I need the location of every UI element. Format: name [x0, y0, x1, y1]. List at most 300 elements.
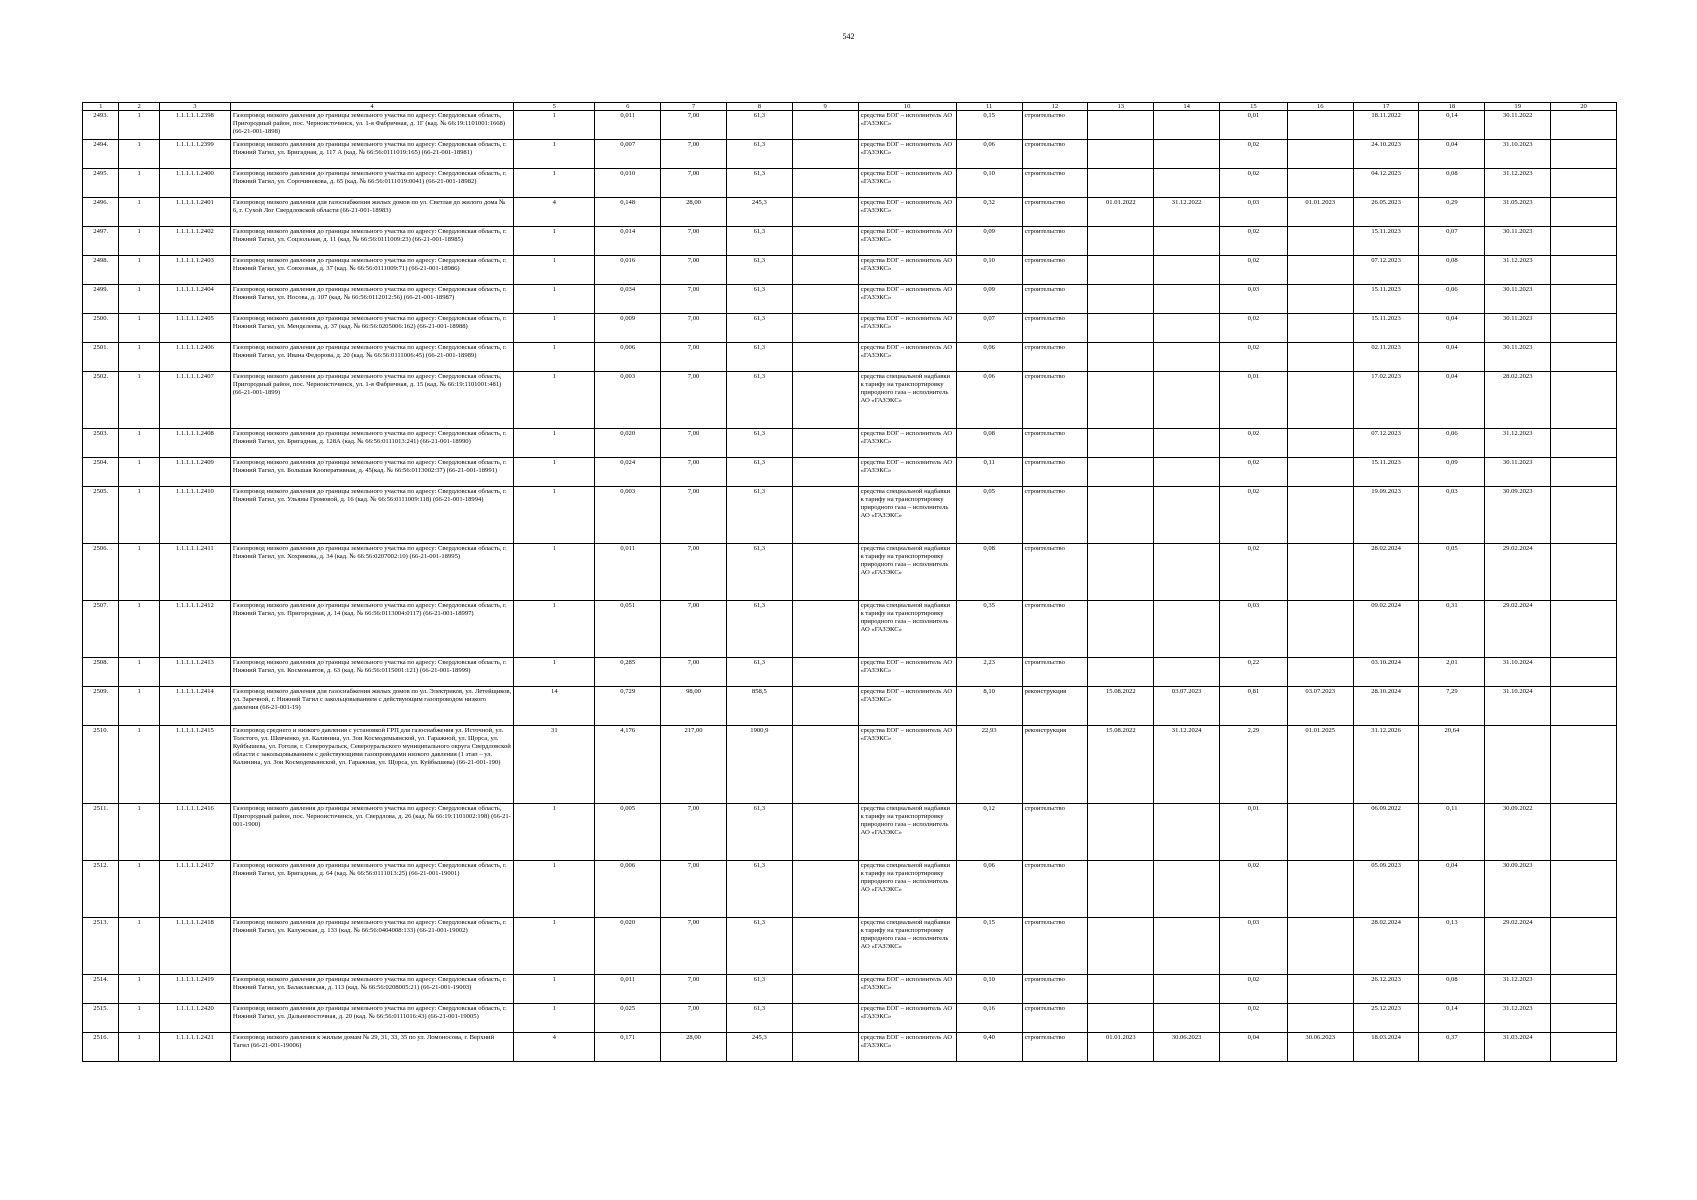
table-cell-col-17: 28.10.2024 [1353, 687, 1419, 726]
table-cell-col-4: Газопровод низкого давления до границы земельного участка по адресу: Свердловская область, г. Нижний Тагил, ул. Балаклавская, д. 113 (кад. № 66:56:0208005:21) (66-21-001-19003) [230, 975, 514, 1004]
table-cell-col-11: 0,10 [956, 169, 1022, 198]
table-cell-col-2: 1 [119, 487, 160, 544]
table-cell-col-20 [1551, 726, 1617, 804]
table-row [83, 861, 1617, 918]
table-cell-col-13 [1088, 372, 1154, 429]
table-cell-col-12: реконструкция [1022, 726, 1088, 804]
table-cell-col-12: строительство [1022, 458, 1088, 487]
table-cell-col-18: 0,04 [1419, 314, 1485, 343]
table-cell-col-13 [1088, 343, 1154, 372]
table-cell-col-10: средства ЕОГ – исполнитель АО «ГАЗЭКС» [858, 687, 956, 726]
table-cell-col-13 [1088, 169, 1154, 198]
table-cell-col-3: 1.1.1.1.1.2405 [159, 314, 230, 343]
table-cell-col-1: 2493. [83, 111, 119, 140]
table-cell-col-9 [792, 372, 858, 429]
table-cell-col-16 [1287, 314, 1353, 343]
table-cell-col-12: строительство [1022, 804, 1088, 861]
table-cell-col-10: средства специальной надбавки к тарифу на транспортировку природного газа – исполнитель АО «ГАЗЭКС» [858, 918, 956, 975]
table-cell-col-16: 30.06.2023 [1287, 1033, 1353, 1062]
table-cell-col-9 [792, 601, 858, 658]
col-header: 13 [1088, 103, 1154, 111]
table-cell-col-12: строительство [1022, 658, 1088, 687]
table-cell-col-20 [1551, 372, 1617, 429]
table-cell-col-4: Газопровод низкого давления до границы земельного участка по адресу: Свердловская область, Пригородный район, пос. Черноисточинск, ул. 1-я Фабричная, д. 15 (кад. № 66:19:1101001:481) (66-21-001-1899) [230, 372, 514, 429]
table-cell-col-7: 7,00 [661, 861, 727, 918]
table-cell-col-13 [1088, 861, 1154, 918]
table-cell-col-13 [1088, 256, 1154, 285]
table-cell-col-4: Газопровод среднего и низкого давления с установкой ГРП для газоснабжения ул. Источной, ул. Толстого, ул. Шевченко, ул. Калинина, ул. Зои Космодемьянской, ул. Гаражной, ул. Щорса, ул. Куйбышева, ул. Гоголя, г. Североуральск, Североуральского муниципального округа Свердловской области с закольцовыванием с действующими газопроводами низкого давления (1 этап – ул. Калинина, ул. Зои Космодемьянской, ул. Гаражная, ул. Щорса, ул. Куйбышева) (66-21-001-190) [230, 726, 514, 804]
table-cell-col-7: 7,00 [661, 804, 727, 861]
table-cell-col-11: 0,16 [956, 1004, 1022, 1033]
table-cell-col-9 [792, 544, 858, 601]
table-cell-col-14: 03.07.2023 [1154, 687, 1220, 726]
table-cell-col-20 [1551, 804, 1617, 861]
table-cell-col-18: 0,08 [1419, 975, 1485, 1004]
table-cell-col-10: средства ЕОГ – исполнитель АО «ГАЗЭКС» [858, 111, 956, 140]
table-cell-col-2: 1 [119, 861, 160, 918]
table-cell-col-4: Газопровод низкого давления до границы земельного участка по адресу: Свердловская область, г. Нижний Тагил, ул. Ульяны Громовой, д. 16 (кад. № 66:56:0111009:118) (66-21-001-18994) [230, 487, 514, 544]
table-cell-col-13: 01.01.2022 [1088, 198, 1154, 227]
table-cell-col-10: средства специальной надбавки к тарифу на транспортировку природного газа – исполнитель АО «ГАЗЭКС» [858, 804, 956, 861]
table-cell-col-15: 0,02 [1220, 975, 1288, 1004]
table-cell-col-1: 2512. [83, 861, 119, 918]
table-cell-col-2: 1 [119, 918, 160, 975]
table-row [83, 975, 1617, 1004]
table-cell-col-16: 01.01.2025 [1287, 726, 1353, 804]
table-cell-col-5: 1 [514, 861, 595, 918]
col-header: 19 [1485, 103, 1551, 111]
table-cell-col-6: 0,005 [595, 804, 661, 861]
table-cell-col-16 [1287, 169, 1353, 198]
col-header: 8 [726, 103, 792, 111]
table-cell-col-19: 30.11.2023 [1485, 285, 1551, 314]
table-cell-col-5: 1 [514, 256, 595, 285]
table-cell-col-9 [792, 343, 858, 372]
table-cell-col-6: 0,285 [595, 658, 661, 687]
table-cell-col-17: 28.02.2024 [1353, 918, 1419, 975]
table-cell-col-14 [1154, 601, 1220, 658]
table-cell-col-14 [1154, 111, 1220, 140]
table-cell-col-20 [1551, 861, 1617, 918]
table-row [83, 198, 1617, 227]
table-row [83, 601, 1617, 658]
table-cell-col-3: 1.1.1.1.1.2418 [159, 918, 230, 975]
table-cell-col-18: 0,07 [1419, 227, 1485, 256]
table-cell-col-19: 31.12.2023 [1485, 169, 1551, 198]
table-cell-col-20 [1551, 601, 1617, 658]
table-cell-col-8: 61,3 [726, 140, 792, 169]
table-cell-col-6: 0,020 [595, 429, 661, 458]
table-cell-col-2: 1 [119, 726, 160, 804]
table-cell-col-5: 4 [514, 198, 595, 227]
table-cell-col-15: 0,03 [1220, 601, 1288, 658]
table-cell-col-9 [792, 285, 858, 314]
table-cell-col-3: 1.1.1.1.1.2421 [159, 1033, 230, 1062]
table-cell-col-3: 1.1.1.1.1.2414 [159, 687, 230, 726]
table-cell-col-5: 1 [514, 429, 595, 458]
table-cell-col-19: 29.02.2024 [1485, 601, 1551, 658]
table-cell-col-20 [1551, 487, 1617, 544]
table-cell-col-8: 61,3 [726, 458, 792, 487]
table-cell-col-14 [1154, 256, 1220, 285]
table-cell-col-10: средства ЕОГ – исполнитель АО «ГАЗЭКС» [858, 198, 956, 227]
table-cell-col-16 [1287, 285, 1353, 314]
table-cell-col-1: 2513. [83, 918, 119, 975]
table-cell-col-3: 1.1.1.1.1.2400 [159, 169, 230, 198]
table-cell-col-2: 1 [119, 658, 160, 687]
table-cell-col-15: 0,03 [1220, 198, 1288, 227]
table-cell-col-17: 04.12.2023 [1353, 169, 1419, 198]
table-row [83, 1004, 1617, 1033]
table-cell-col-6: 0,148 [595, 198, 661, 227]
table-cell-col-5: 1 [514, 285, 595, 314]
table-row [83, 343, 1617, 372]
table-cell-col-4: Газопровод низкого давления до границы земельного участка по адресу: Свердловская область, г. Нижний Тагил, ул. Бригадная, д. 128А (кад. № 66:56:0111013:241) (66-21-001-18990) [230, 429, 514, 458]
table-cell-col-4: Газопровод низкого давления до границы земельного участка по адресу: Свердловская область, г. Нижний Тагил, ул. Космонавтов, д. 63 (кад. № 66:56:0115001:121) (66-21-001-18999) [230, 658, 514, 687]
table-cell-col-9 [792, 658, 858, 687]
table-cell-col-14 [1154, 1004, 1220, 1033]
table-cell-col-19: 30.11.2023 [1485, 343, 1551, 372]
table-cell-col-9 [792, 227, 858, 256]
table-cell-col-15: 0,01 [1220, 372, 1288, 429]
table-cell-col-1: 2516. [83, 1033, 119, 1062]
table-cell-col-20 [1551, 975, 1617, 1004]
column-number-header [83, 103, 1617, 111]
table-cell-col-13: 01.01.2023 [1088, 1033, 1154, 1062]
table-cell-col-13 [1088, 544, 1154, 601]
table-cell-col-2: 1 [119, 227, 160, 256]
table-cell-col-8: 61,3 [726, 487, 792, 544]
table-cell-col-6: 0,011 [595, 111, 661, 140]
table-cell-col-5: 1 [514, 975, 595, 1004]
table-cell-col-19: 28.02.2023 [1485, 372, 1551, 429]
table-cell-col-18: 0,31 [1419, 601, 1485, 658]
table-cell-col-1: 2511. [83, 804, 119, 861]
table-cell-col-16 [1287, 918, 1353, 975]
table-cell-col-3: 1.1.1.1.1.2409 [159, 458, 230, 487]
table-cell-col-6: 0,010 [595, 169, 661, 198]
table-cell-col-2: 1 [119, 1033, 160, 1062]
table-cell-col-6: 0,024 [595, 458, 661, 487]
table-cell-col-2: 1 [119, 372, 160, 429]
table-cell-col-8: 61,3 [726, 1004, 792, 1033]
table-cell-col-3: 1.1.1.1.1.2411 [159, 544, 230, 601]
table-cell-col-5: 1 [514, 372, 595, 429]
table-cell-col-18: 0,06 [1419, 285, 1485, 314]
table-cell-col-3: 1.1.1.1.1.2408 [159, 429, 230, 458]
table-cell-col-17: 15.11.2023 [1353, 227, 1419, 256]
table-cell-col-8: 61,3 [726, 975, 792, 1004]
table-cell-col-6: 0,006 [595, 861, 661, 918]
table-row [83, 918, 1617, 975]
table-cell-col-18: 0,13 [1419, 918, 1485, 975]
table-cell-col-16 [1287, 256, 1353, 285]
table-cell-col-9 [792, 1004, 858, 1033]
table-row [83, 372, 1617, 429]
table-cell-col-16 [1287, 1004, 1353, 1033]
table-cell-col-17: 19.09.2023 [1353, 487, 1419, 544]
table-cell-col-12: строительство [1022, 918, 1088, 975]
table-cell-col-6: 0,051 [595, 601, 661, 658]
table-cell-col-14: 30.06.2023 [1154, 1033, 1220, 1062]
table-cell-col-12: строительство [1022, 1033, 1088, 1062]
table-cell-col-10: средства специальной надбавки к тарифу на транспортировку природного газа – исполнитель АО «ГАЗЭКС» [858, 372, 956, 429]
table-cell-col-20 [1551, 658, 1617, 687]
col-header: 20 [1551, 103, 1617, 111]
table-cell-col-13 [1088, 918, 1154, 975]
table-cell-col-20 [1551, 314, 1617, 343]
table-cell-col-17: 09.02.2024 [1353, 601, 1419, 658]
table-cell-col-13 [1088, 111, 1154, 140]
table-cell-col-18: 0,14 [1419, 1004, 1485, 1033]
table-cell-col-9 [792, 111, 858, 140]
table-cell-col-11: 0,10 [956, 256, 1022, 285]
table-cell-col-20 [1551, 1033, 1617, 1062]
table-cell-col-15: 0,01 [1220, 804, 1288, 861]
table-cell-col-15: 0,02 [1220, 429, 1288, 458]
table-cell-col-3: 1.1.1.1.1.2415 [159, 726, 230, 804]
table-cell-col-15: 0,02 [1220, 169, 1288, 198]
table-cell-col-2: 1 [119, 140, 160, 169]
table-cell-col-17: 26.05.2023 [1353, 198, 1419, 227]
table-cell-col-9 [792, 429, 858, 458]
table-cell-col-15: 0,02 [1220, 487, 1288, 544]
table-row [83, 658, 1617, 687]
table-cell-col-16 [1287, 601, 1353, 658]
table-cell-col-16 [1287, 227, 1353, 256]
table-cell-col-3: 1.1.1.1.1.2402 [159, 227, 230, 256]
table-row [83, 544, 1617, 601]
table-cell-col-15: 0,02 [1220, 458, 1288, 487]
table-cell-col-13 [1088, 227, 1154, 256]
table-cell-col-18: 0,05 [1419, 544, 1485, 601]
table-cell-col-5: 1 [514, 458, 595, 487]
table-cell-col-19: 30.11.2023 [1485, 227, 1551, 256]
table-cell-col-19: 31.12.2023 [1485, 429, 1551, 458]
table-cell-col-17: 07.12.2023 [1353, 256, 1419, 285]
table-cell-col-8: 61,3 [726, 111, 792, 140]
table-cell-col-14 [1154, 918, 1220, 975]
col-header: 3 [159, 103, 230, 111]
table-cell-col-2: 1 [119, 601, 160, 658]
table-cell-col-15: 0,81 [1220, 687, 1288, 726]
table-cell-col-7: 7,00 [661, 285, 727, 314]
table-cell-col-3: 1.1.1.1.1.2416 [159, 804, 230, 861]
table-cell-col-14 [1154, 429, 1220, 458]
table-cell-col-13 [1088, 975, 1154, 1004]
table-cell-col-12: реконструкция [1022, 687, 1088, 726]
table-cell-col-2: 1 [119, 256, 160, 285]
col-header: 18 [1419, 103, 1485, 111]
table-cell-col-12: строительство [1022, 487, 1088, 544]
table-cell-col-12: строительство [1022, 314, 1088, 343]
table-cell-col-13 [1088, 458, 1154, 487]
table-cell-col-9 [792, 804, 858, 861]
table-cell-col-8: 61,3 [726, 343, 792, 372]
table-cell-col-14 [1154, 140, 1220, 169]
table-row [83, 285, 1617, 314]
table-row [83, 804, 1617, 861]
table-cell-col-13: 15.08.2022 [1088, 687, 1154, 726]
table-cell-col-9 [792, 140, 858, 169]
table-cell-col-8: 61,3 [726, 429, 792, 458]
table-cell-col-4: Газопровод низкого давления до границы земельного участка по адресу: Свердловская область, Пригородный район, пос. Черноисточинск, ул. 1-я Фабричная, д. 1Г (кад. № 66:19:1101001:1668) (66-21-001-1898) [230, 111, 514, 140]
table-cell-col-1: 2503. [83, 429, 119, 458]
table-cell-col-20 [1551, 429, 1617, 458]
table-cell-col-13 [1088, 140, 1154, 169]
table-cell-col-4: Газопровод низкого давления до границы земельного участка по адресу: Свердловская область, г. Нижний Тагил, ул. Пригородная, д. 14 (кад. № 66:56:0113004:0117) (66-21-001-18997) [230, 601, 514, 658]
table-cell-col-3: 1.1.1.1.1.2420 [159, 1004, 230, 1033]
table-cell-col-18: 0,06 [1419, 429, 1485, 458]
table-cell-col-4: Газопровод низкого давления до границы земельного участка по адресу: Свердловская область, г. Нижний Тагил, ул. Хохрякова, д. 34 (кад. № 66:56:0207002:10) (66-21-001-18995) [230, 544, 514, 601]
table-cell-col-16 [1287, 111, 1353, 140]
table-cell-col-8: 1900,9 [726, 726, 792, 804]
table-cell-col-16 [1287, 975, 1353, 1004]
table-cell-col-7: 7,00 [661, 343, 727, 372]
table-cell-col-11: 0,32 [956, 198, 1022, 227]
table-cell-col-13: 15.08.2022 [1088, 726, 1154, 804]
table-cell-col-15: 0,02 [1220, 227, 1288, 256]
table-cell-col-17: 17.02.2023 [1353, 372, 1419, 429]
table-cell-col-7: 7,00 [661, 458, 727, 487]
table-cell-col-7: 7,00 [661, 487, 727, 544]
table-cell-col-18: 0,03 [1419, 487, 1485, 544]
table-cell-col-6: 0,171 [595, 1033, 661, 1062]
table-cell-col-17: 15.11.2023 [1353, 314, 1419, 343]
table-cell-col-10: средства ЕОГ – исполнитель АО «ГАЗЭКС» [858, 256, 956, 285]
table-cell-col-8: 61,3 [726, 314, 792, 343]
table-cell-col-1: 2505. [83, 487, 119, 544]
col-header: 9 [792, 103, 858, 111]
table-cell-col-12: строительство [1022, 861, 1088, 918]
table-cell-col-18: 0,04 [1419, 140, 1485, 169]
table-cell-col-10: средства ЕОГ – исполнитель АО «ГАЗЭКС» [858, 458, 956, 487]
table-cell-col-19: 30.09.2022 [1485, 804, 1551, 861]
table-row [83, 140, 1617, 169]
table-cell-col-12: строительство [1022, 429, 1088, 458]
table-cell-col-15: 0,01 [1220, 111, 1288, 140]
table-cell-col-3: 1.1.1.1.1.2404 [159, 285, 230, 314]
table-cell-col-3: 1.1.1.1.1.2399 [159, 140, 230, 169]
table-cell-col-2: 1 [119, 804, 160, 861]
table-cell-col-3: 1.1.1.1.1.2403 [159, 256, 230, 285]
table-cell-col-15: 0,03 [1220, 918, 1288, 975]
col-header: 17 [1353, 103, 1419, 111]
table-cell-col-11: 0,06 [956, 372, 1022, 429]
table-cell-col-2: 1 [119, 343, 160, 372]
table-cell-col-4: Газопровод низкого давления до границы земельного участка по адресу: Свердловская область, г. Нижний Тагил, ул. Сорочинекова, д. 65 (кад. № 66:56:0111019:0041) (66-21-001-18982) [230, 169, 514, 198]
table-cell-col-6: 0,007 [595, 140, 661, 169]
table-cell-col-15: 0,02 [1220, 343, 1288, 372]
table-cell-col-7: 7,00 [661, 601, 727, 658]
table-cell-col-19: 29.02.2024 [1485, 918, 1551, 975]
table-cell-col-10: средства ЕОГ – исполнитель АО «ГАЗЭКС» [858, 227, 956, 256]
table-cell-col-1: 2506. [83, 544, 119, 601]
table-cell-col-7: 28,00 [661, 1033, 727, 1062]
table-cell-col-11: 2,23 [956, 658, 1022, 687]
table-cell-col-15: 0,02 [1220, 314, 1288, 343]
table-cell-col-5: 1 [514, 804, 595, 861]
table-cell-col-19: 30.11.2023 [1485, 314, 1551, 343]
table-cell-col-18: 0,04 [1419, 372, 1485, 429]
table-cell-col-5: 31 [514, 726, 595, 804]
table-cell-col-17: 06.09.2022 [1353, 804, 1419, 861]
table-cell-col-10: средства ЕОГ – исполнитель АО «ГАЗЭКС» [858, 429, 956, 458]
table-cell-col-4: Газопровод низкого давления до границы земельного участка по адресу: Свердловская область, г. Нижний Тагил, ул. Соцзольная, д. 11 (кад. № 66:56:0111009:23) (66-21-001-18985) [230, 227, 514, 256]
table-cell-col-13 [1088, 804, 1154, 861]
table-row [83, 687, 1617, 726]
table-cell-col-17: 03.10.2024 [1353, 658, 1419, 687]
table-cell-col-14 [1154, 544, 1220, 601]
table-cell-col-8: 61,3 [726, 658, 792, 687]
table-cell-col-1: 2501. [83, 343, 119, 372]
col-header: 10 [858, 103, 956, 111]
table-cell-col-20 [1551, 687, 1617, 726]
table-cell-col-2: 1 [119, 169, 160, 198]
table-cell-col-7: 7,00 [661, 256, 727, 285]
table-cell-col-9 [792, 198, 858, 227]
table-cell-col-6: 0,016 [595, 256, 661, 285]
table-cell-col-6: 0,020 [595, 918, 661, 975]
table-cell-col-1: 2515. [83, 1004, 119, 1033]
col-header: 5 [514, 103, 595, 111]
table-cell-col-20 [1551, 140, 1617, 169]
table-cell-col-1: 2510. [83, 726, 119, 804]
table-cell-col-11: 0,40 [956, 1033, 1022, 1062]
table-cell-col-16 [1287, 343, 1353, 372]
table-cell-col-10: средства специальной надбавки к тарифу на транспортировку природного газа – исполнитель АО «ГАЗЭКС» [858, 601, 956, 658]
table-cell-col-9 [792, 687, 858, 726]
table-cell-col-3: 1.1.1.1.1.2419 [159, 975, 230, 1004]
table-cell-col-14 [1154, 314, 1220, 343]
table-cell-col-12: строительство [1022, 1004, 1088, 1033]
table-cell-col-2: 1 [119, 111, 160, 140]
table-cell-col-4: Газопровод низкого давления к жилым домам № 29, 31, 33, 35 по ул. Ломоносова, г. Верхний Тагил (66-21-001-19006) [230, 1033, 514, 1062]
table-cell-col-18: 20,64 [1419, 726, 1485, 804]
table-cell-col-17: 28.02.2024 [1353, 544, 1419, 601]
table-cell-col-19: 31.12.2023 [1485, 1004, 1551, 1033]
col-header: 16 [1287, 103, 1353, 111]
table-cell-col-13 [1088, 314, 1154, 343]
table-cell-col-7: 7,00 [661, 429, 727, 458]
col-header: 2 [119, 103, 160, 111]
table-cell-col-1: 2504. [83, 458, 119, 487]
table-cell-col-13 [1088, 285, 1154, 314]
table-cell-col-19: 29.02.2024 [1485, 544, 1551, 601]
table-cell-col-5: 1 [514, 544, 595, 601]
table-cell-col-9 [792, 169, 858, 198]
table-cell-col-2: 1 [119, 314, 160, 343]
table-cell-col-11: 22,93 [956, 726, 1022, 804]
table-cell-col-4: Газопровод низкого давления до границы земельного участка по адресу: Свердловская область, г. Нижний Тагил, ул. Ивана Федорова, д. 20 (кад. № 66:56:0111006:45) (66-21-001-18989) [230, 343, 514, 372]
table-cell-col-5: 1 [514, 658, 595, 687]
table-cell-col-9 [792, 1033, 858, 1062]
table-cell-col-13 [1088, 1004, 1154, 1033]
table-cell-col-16 [1287, 861, 1353, 918]
table-cell-col-15: 0,02 [1220, 1004, 1288, 1033]
table-cell-col-6: 4,176 [595, 726, 661, 804]
table-cell-col-20 [1551, 256, 1617, 285]
table-cell-col-12: строительство [1022, 111, 1088, 140]
col-header: 6 [595, 103, 661, 111]
table-cell-col-4: Газопровод низкого давления до границы земельного участка по адресу: Свердловская область, г. Нижний Тагил, ул. Бригадная, д. 64 (кад. № 66:56:0111013:25) (66-21-001-19001) [230, 861, 514, 918]
table-body [83, 111, 1617, 1062]
table-cell-col-2: 1 [119, 975, 160, 1004]
table-cell-col-16 [1287, 487, 1353, 544]
table-cell-col-16 [1287, 429, 1353, 458]
table-cell-col-15: 0,04 [1220, 1033, 1288, 1062]
table-cell-col-4: Газопровод низкого давления для газоснабжения жилых домов по ул. Электриков, ул. Летейщиков, ул. Заречной, г. Нижний Тагил с закольцовыванием с действующим газопроводом низкого давления (66-21-001-19) [230, 687, 514, 726]
